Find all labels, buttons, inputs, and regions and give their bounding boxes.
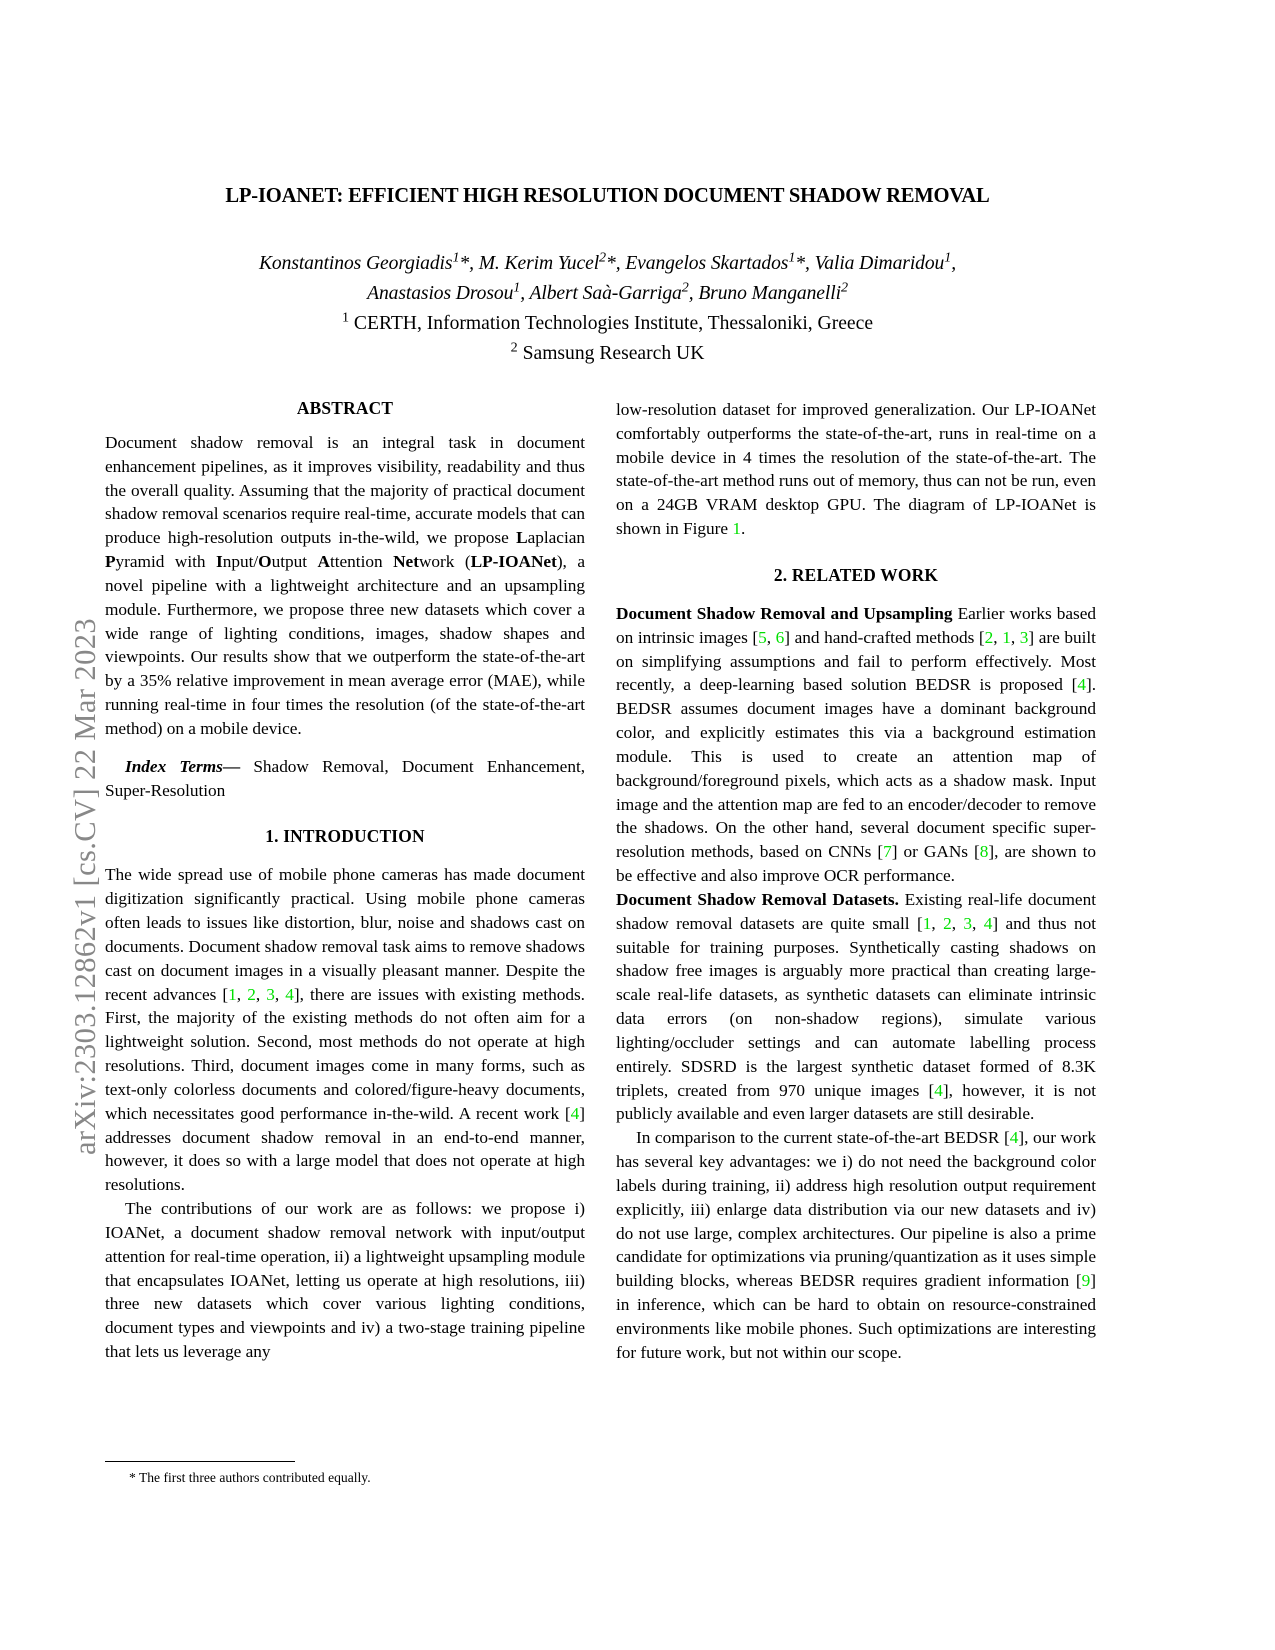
author-name: Anastasios Drosou — [367, 283, 514, 305]
footnote — [105, 1461, 585, 1487]
citation-link[interactable]: 2 — [984, 627, 994, 647]
citation-link[interactable]: 8 — [979, 842, 989, 862]
paragraph-lead-in-bold: Document Shadow Removal Datasets. — [616, 889, 899, 909]
author-sep: *, — [459, 252, 479, 274]
author-line-2 — [105, 279, 1110, 309]
authors-block — [105, 249, 1110, 369]
author-affil-marker: 1 — [513, 279, 521, 296]
citation-link[interactable]: 1 — [1002, 627, 1011, 647]
abstract-bold: L — [516, 528, 528, 548]
abstract-text: nput/ — [222, 552, 259, 572]
body-text: ]. BEDSR assumes document images have a dominant background color, and explicitly estimates this via a background estimation module. This is used to create an attention map of background/foreground pixels, which acts as a shadow mask. Input image and the attention map are fed to an encoder/decoder to remove the shadows. On the other hand, several document specific super-resolution methods, based on CNNs [ — [616, 675, 1096, 862]
related-work-paragraph-1 — [616, 602, 1096, 888]
author-name: Evangelos Skartados — [625, 252, 789, 274]
author-affil-marker: 2 — [599, 249, 607, 266]
citation-sep: , — [274, 984, 286, 1004]
citation-link[interactable]: 3 — [963, 913, 973, 933]
author-affil-marker: 1 — [944, 249, 952, 266]
affiliation-text: CERTH, Information Technologies Institute, Thessaloniki, Greece — [349, 313, 874, 335]
abstract-bold: A — [317, 552, 330, 572]
author-affil-marker: 1 — [788, 249, 796, 266]
citation-sep: , — [236, 984, 248, 1004]
body-text: Existing real-life document shadow removal datasets are quite small [ — [616, 889, 1096, 933]
abstract-text: ), a novel pipeline with a lightweight architecture and an upsampling module. Furthermore, we propose three new datasets which cover a wide range of lighting conditions, images, shadow shapes and viewpoints. Our results show that we outperform the state-of-the-art by a 35% relative improvement in mean average error (MAE), while running real-time in four times the resolution (of the state-of-the-art method) on a mobile device. — [105, 552, 585, 738]
citation-link[interactable]: 2 — [943, 913, 952, 933]
index-terms-label: Index Terms — [125, 756, 223, 776]
index-terms — [105, 755, 585, 803]
abstract-bold: O — [258, 552, 272, 572]
author-sep: *, — [606, 252, 626, 274]
author-name: Valia Dimaridou — [814, 252, 945, 274]
title-block — [105, 0, 1110, 209]
paper-page — [105, 0, 1110, 1650]
citation-sep: , — [993, 627, 1003, 647]
affiliation-text: Samsung Research UK — [517, 342, 705, 364]
arxiv-stamp-text: arXiv:2303.12862v1 [cs.CV] 22 Mar 2023 — [68, 617, 102, 1155]
abstract-text: work ( — [418, 552, 471, 572]
body-text: ] and hand-crafted methods [ — [784, 627, 985, 647]
author-sep: *, — [795, 252, 815, 274]
body-text: ] are built on simplifying assumptions and fail to perform effectively. Most recently, a deep-learning based solution BEDSR is proposed [ — [616, 627, 1096, 695]
citation-link[interactable]: 6 — [775, 627, 785, 647]
citation-link[interactable]: 2 — [247, 984, 256, 1004]
citation-sep: , — [766, 627, 776, 647]
author-affil-marker: 1 — [452, 249, 460, 266]
citation-link[interactable]: 4 — [1077, 675, 1086, 695]
abstract-text: aplacian — [527, 528, 585, 548]
citation-link[interactable]: 1 — [228, 984, 237, 1004]
abstract-bold: LP-IOANet — [470, 552, 557, 572]
right-column — [616, 398, 1096, 1364]
introduction-paragraph-1 — [105, 863, 585, 1197]
body-text: ] addresses document shadow removal in an end-to-end manner, however, it does so with a large model that does not operate at high resolutions. — [105, 1103, 585, 1195]
author-name: Bruno Manganelli — [698, 283, 841, 305]
abstract-text: yramid with — [115, 552, 216, 572]
body-text: Earlier works based on intrinsic images [ — [616, 603, 1096, 647]
citation-link[interactable]: 7 — [883, 842, 892, 862]
page-title: LP-IOANET: EFFICIENT HIGH RESOLUTION DOCUMENT SHADOW REMOVAL — [225, 185, 990, 207]
introduction-paragraph-2: The contributions of our work are as follows: we propose i) IOANet, a document shadow removal network with input/output attention for real-time operation, ii) a lightweight upsampling module that encapsulates IOANet, letting us operate at high resolutions, iii) three new datasets which cover various lighting conditions, document types and viewpoints and iv) a two-stage training pipeline that lets us leverage any — [105, 1199, 585, 1361]
abstract-heading: ABSTRACT — [296, 398, 394, 418]
body-text: ], are shown to be effective and also improve OCR performance. — [616, 842, 1097, 886]
affiliation-line-1 — [105, 309, 1110, 338]
citation-link[interactable]: 4 — [1009, 1128, 1019, 1148]
author-sep: , — [520, 283, 530, 305]
affiliation-marker: 2 — [510, 339, 518, 356]
footnote-rule — [105, 1461, 295, 1462]
citation-link[interactable]: 3 — [266, 984, 275, 1004]
arxiv-stamp — [0, 0, 102, 1650]
abstract-paragraph — [105, 431, 585, 741]
citation-link[interactable]: 4 — [570, 1103, 580, 1123]
citation-link[interactable]: 9 — [1081, 1271, 1091, 1291]
author-name: Konstantinos Georgiadis — [258, 252, 453, 274]
left-column — [105, 398, 585, 1364]
affiliation-marker: 1 — [341, 309, 350, 326]
body-text: ] in inference, which can be hard to obtain on resource-constrained environments like mobile phones. Such optimizations are interesting for future work, but not within our scope. — [616, 1271, 1096, 1362]
author-name: M. Kerim Yucel — [478, 252, 600, 274]
index-terms-dash: — — [222, 756, 254, 776]
body-text: ], however, it is not publicly available and even larger datasets are still desirable. — [616, 1080, 1097, 1124]
introduction-heading: 1. INTRODUCTION — [265, 826, 425, 847]
author-line-1 — [105, 249, 1110, 279]
citation-sep: , — [951, 913, 964, 933]
citation-sep: , — [1010, 627, 1020, 647]
affiliation-line-2 — [105, 339, 1110, 368]
citation-sep: , — [972, 913, 984, 933]
body-text: ] and thus not suitable for training purposes. Synthetically casting shadows on shadow free images is arguably more practical than creating large-scale real-life datasets, as synthetic datasets can eliminate intrinsic data errors (on non-shadow regions), simulate various lighting/occluder settings and can automate labelling process entirely. SDSRD is the largest synthetic dataset formed of 8.3K triplets, created from 970 unique images [ — [616, 913, 1096, 1100]
abstract-bold: I — [215, 552, 223, 572]
related-work-paragraph-3 — [616, 1126, 1096, 1364]
body-text: ], our work has several key advantages: we i) do not need the background color labels during training, ii) address high resolution output requirement explicitly, iii) enlarge data distribution via our new datasets and iv) do not use large, complex architectures. Our pipeline is also a prime candidate for optimizations via pruning/quantization as it uses simple building blocks, whereas BEDSR requires gradient information [ — [616, 1128, 1096, 1291]
abstract-text: utput — [271, 552, 318, 572]
related-work-paragraph-2 — [616, 888, 1096, 1126]
citation-link[interactable]: 4 — [983, 913, 993, 933]
body-text: . — [740, 519, 746, 539]
body-text: low-resolution dataset for improved generalization. Our LP-IOANet comfortably outperforms the state-of-the-art, runs in real-time on a mobile device in 4 times the resolution of the state-of-the-art. The state-of-the-art method runs out of memory, thus can not be run, even on a 24GB VRAM desktop GPU. The diagram of LP-IOANet is shown in Figure — [616, 400, 1096, 539]
abstract-text: Document shadow removal is an integral task in document enhancement pipelines, as it improves visibility, readability and thus the overall quality. Assuming that the majority of practical document shadow removal scenarios require real-time, accurate models that can produce high-resolution outputs in-the-wild, we propose — [105, 433, 585, 548]
footnote-text: * The first three authors contributed equally. — [129, 1470, 371, 1485]
two-column-body — [105, 398, 1110, 1498]
related-work-heading: 2. RELATED WORK — [773, 564, 939, 585]
index-terms-value: Shadow Removal, Document Enhancement, Super-Resolution — [105, 756, 586, 800]
abstract-text: ttention — [329, 552, 394, 572]
citation-link[interactable]: 1 — [922, 913, 932, 933]
citation-link[interactable]: 3 — [1019, 627, 1029, 647]
author-sep: , — [951, 252, 957, 274]
body-text: In comparison to the current state-of-the-art BEDSR [ — [636, 1128, 1010, 1148]
author-affil-marker: 2 — [681, 279, 689, 296]
abstract-bold: Net — [393, 552, 419, 572]
author-sep: , — [688, 283, 699, 305]
abstract-bold: P — [105, 552, 116, 572]
citation-sep: , — [931, 913, 944, 933]
body-text: ] or GANs [ — [891, 842, 980, 862]
author-affil-marker: 2 — [840, 279, 848, 296]
author-name: Albert Saà-Garriga — [529, 283, 682, 305]
body-text: The wide spread use of mobile phone cameras has made document digitization significantly practical. Using mobile phone cameras often leads to issues like distortion, blur, noise and shadows cast on documents. Document shadow removal task aims to remove shadows cast on document images in a visually pleasant manner. Despite the recent advances [ — [105, 865, 585, 1004]
citation-sep: , — [255, 984, 267, 1004]
citation-link[interactable]: 4 — [285, 984, 294, 1004]
citation-link[interactable]: 5 — [758, 627, 767, 647]
intro-continuation-paragraph — [616, 398, 1096, 541]
body-text: ], there are issues with existing methods. First, the majority of the existing methods do not often aim for a lightweight solution. Second, most methods do not operate at high resolutions. Third, document images come in many forms, such as text-only colorless documents and colored/figure-heavy documents, which necessitates good performance in-the-wild. A recent work [ — [105, 984, 585, 1123]
figure-reference-link[interactable]: 1 — [732, 519, 741, 539]
citation-link[interactable]: 4 — [934, 1080, 943, 1100]
paragraph-lead-in-bold: Document Shadow Removal and Upsampling — [616, 603, 953, 623]
